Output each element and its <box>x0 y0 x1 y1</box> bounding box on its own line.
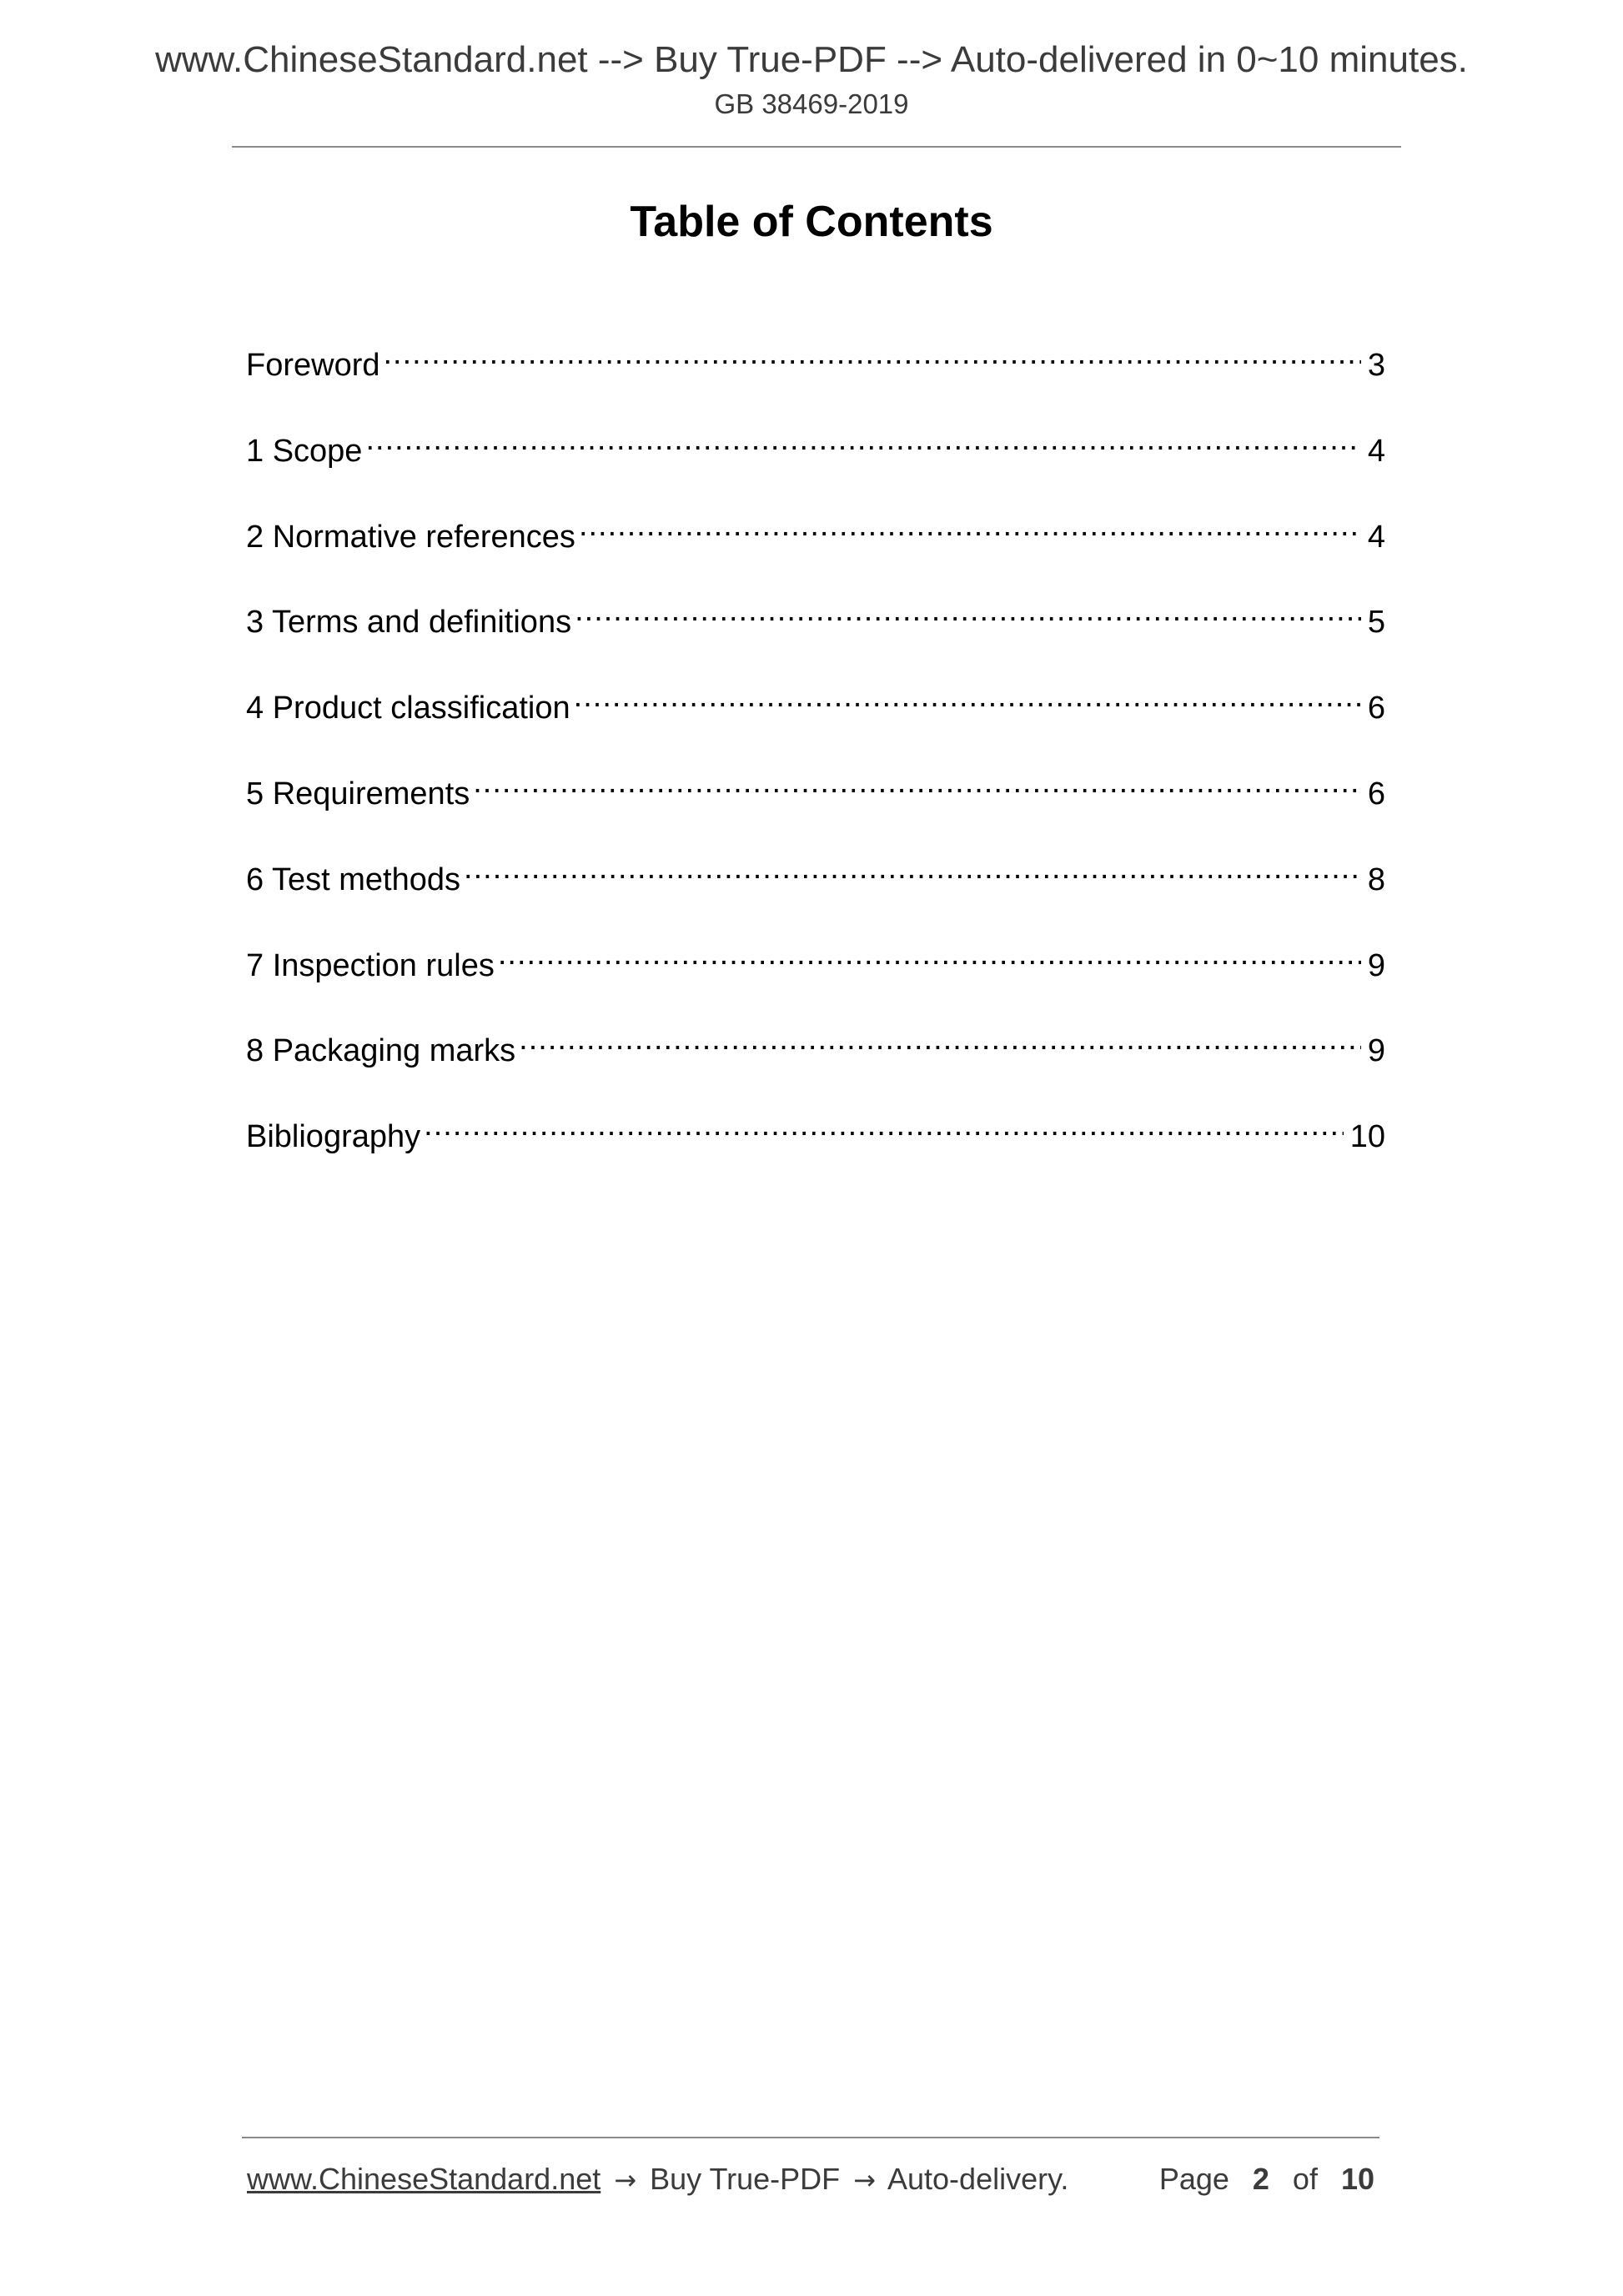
toc-entry-label: Bibliography <box>246 1119 421 1155</box>
toc-leader-dots <box>519 1017 1361 1061</box>
page-footer <box>247 2158 1374 2200</box>
toc-entry-label: 3 Terms and definitions <box>246 605 572 641</box>
toc-entry-page: 4 <box>1367 519 1385 555</box>
toc-leader-dots <box>574 675 1361 718</box>
standard-code: GB 38469-2019 <box>714 88 909 119</box>
footer-promo <box>247 2158 1068 2201</box>
toc-leader-dots <box>473 761 1361 804</box>
toc-leader-dots <box>498 932 1361 976</box>
footer-divider <box>242 2137 1379 2138</box>
footer-site-link[interactable]: www.ChineseStandard.net <box>247 2162 601 2196</box>
page-word: Page <box>1158 2162 1229 2196</box>
toc-entry[interactable] <box>246 675 1385 761</box>
header-divider <box>232 146 1401 148</box>
toc-entry[interactable] <box>246 761 1385 847</box>
toc-entry-label: 7 Inspection rules <box>246 947 495 983</box>
toc-entry[interactable] <box>246 504 1385 590</box>
toc-entry-page: 9 <box>1367 947 1385 983</box>
toc-entry-page: 4 <box>1367 433 1385 469</box>
toc-entry-page: 10 <box>1349 1119 1385 1155</box>
toc-entry[interactable] <box>246 847 1385 932</box>
toc-entry-label: 4 Product classification <box>246 691 570 726</box>
toc-entry-label: 5 Requirements <box>246 776 470 811</box>
toc-entry-label: Foreword <box>246 348 380 383</box>
toc-entry[interactable] <box>246 589 1385 675</box>
toc-entry-page: 3 <box>1367 348 1385 383</box>
toc-entry-page: 6 <box>1367 691 1385 726</box>
toc-entry-page: 5 <box>1367 605 1385 641</box>
toc-entry[interactable] <box>246 1103 1385 1189</box>
header-banner: www.ChineseStandard.net --> Buy True-PDF --> Auto-delivered in 0~10 minutes. <box>155 39 1468 80</box>
toc-entry-page: 9 <box>1367 1033 1385 1069</box>
toc-entry[interactable] <box>246 332 1385 418</box>
toc-entry-page: 8 <box>1367 862 1385 897</box>
toc-entry-label: 6 Test methods <box>246 862 461 897</box>
toc-entry-page: 6 <box>1367 776 1385 811</box>
toc-entry[interactable] <box>246 932 1385 1018</box>
toc-leader-dots <box>365 418 1360 461</box>
toc-leader-dots <box>424 1103 1344 1147</box>
toc-leader-dots <box>464 847 1361 890</box>
toc-entry-label: 2 Normative references <box>246 519 575 555</box>
right-arrow-icon: → <box>614 2164 637 2196</box>
of-word: of <box>1292 2162 1318 2196</box>
footer-buy-text: Buy True-PDF <box>650 2162 841 2196</box>
total-pages: 10 <box>1340 2162 1374 2196</box>
toc-entry[interactable] <box>246 1017 1385 1103</box>
toc-leader-dots <box>579 504 1361 547</box>
toc-entry-label: 1 Scope <box>246 433 363 469</box>
toc-title: Table of Contents <box>630 198 993 246</box>
page-number <box>1159 2158 1374 2200</box>
toc-list <box>246 332 1385 1189</box>
toc-leader-dots <box>384 332 1361 375</box>
toc-entry-label: 8 Packaging marks <box>246 1033 516 1069</box>
current-page: 2 <box>1252 2162 1269 2196</box>
right-arrow-icon: → <box>853 2164 876 2196</box>
toc-leader-dots <box>575 589 1361 632</box>
toc-entry[interactable] <box>246 418 1385 504</box>
footer-delivery-text: Auto-delivery. <box>887 2162 1069 2196</box>
